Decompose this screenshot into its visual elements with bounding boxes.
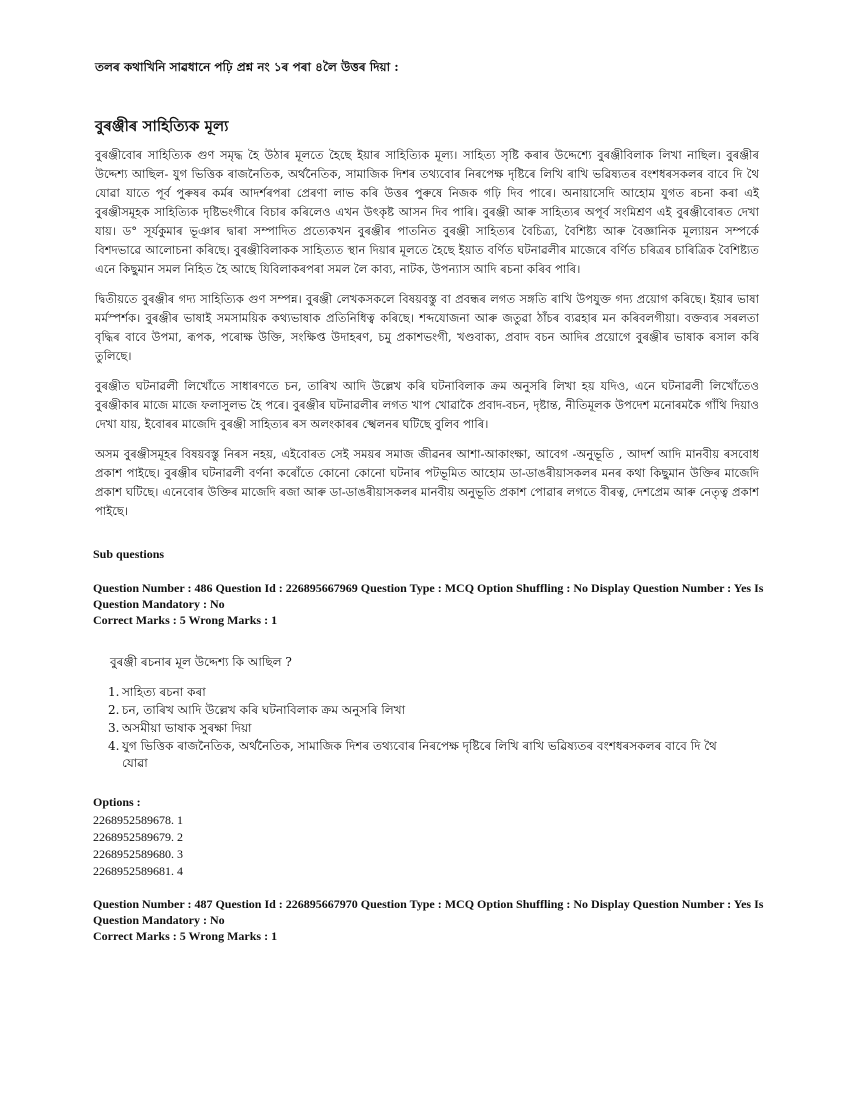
choice-item <box>108 738 728 772</box>
sub-questions-heading: Sub questions <box>93 547 165 561</box>
choice-item <box>108 702 728 719</box>
passage-paragraph-1: বুৰঞ্জীবোৰ সাহিত্যিক গুণ সমৃদ্ধ হৈ উঠাৰ মূলতে হৈছে ইয়াৰ সাহিত্যিক মূল্য। সাহিত্য সৃষ্টি কৰাৰ উদ্দেশ্যে বুৰঞ্জীবিলাক লিখা নাছিল। বুৰঞ্জীৰ উদ্দেশ্য আছিল- যুগ ভিত্তিক ৰাজনৈতিক, অৰ্থনৈতিক, সামাজিক দিশৰ তথ্যবোৰ নিৰপেক্ষ দৃষ্টিৰে লিখি ৰাখি ভৱিষ্যতৰ বংশধৰসকলৰ বাবে দি থৈ যোৱা যাতে পূৰ্ব পুৰুষৰ কৰ্মৰ আদৰ্শৰপৰা প্ৰেৰণা লাভ কৰি উত্তৰ পুৰুষে নিজক গঢ়ি দিব পাৰে। অনায়াসেদি আহোম যুগত ৰচনা কৰা এই বুৰঞ্জীসমূহক সাহিত্যিক দৃষ্টিভংগীৰে বিচাৰ কৰিলেও এখন উৎকৃষ্ট আসন দিব পাৰি। বুৰঞ্জী আৰু সাহিত্যৰ অপূৰ্ব সংমিশ্ৰণ এই বুৰঞ্জীবোৰত দেখা যায়। ড° সূৰ্যকুমাৰ ভূঞাৰ দ্বাৰা সম্পাদিত প্ৰত্যেকখন বুৰঞ্জীৰ পাতনিত বুৰঞ্জী সাহিত্যৰ বৈচিত্ৰ্য, বৈশিষ্ট্য আৰু বৈজ্ঞানিক মূল্যায়ন সম্পৰ্কে বিশদভাৱে আলোচনা কৰিছে। বুৰঞ্জীবিলাকক সাহিত্যত স্থান দিয়াৰ মূলতে হৈছে ইয়াত বৰ্ণিত ঘটনাৱলীৰ মাজেৰে বৰ্ণিত চৰিত্ৰৰ চাৰিত্ৰিক বৈশিষ্ট্যত এনে কিছুমান সমল নিহিত হৈ আছে যিবিলাকৰপৰা সমল লৈ কাব্য, নাটক, উপন্যাস আদি ৰচনা কৰিব পাৰি। <box>95 148 760 276</box>
passage-paragraph-4: অসম বুৰঞ্জীসমূহৰ বিষয়বস্তু নিৰস নহয়, এইবোৰত সেই সময়ৰ সমাজ জীৱনৰ আশা-আকাংক্ষা, আবেগ -অনুভূতি , আদৰ্শ আদি মানবীয় ৰসবোধ প্ৰকাশ পাইছে। বুৰঞ্জীৰ ঘটনাৱলী বৰ্ণনা কৰোঁতে কোনো কোনো ঘটনাৰ পটভূমিত আহোম ডা-ডাঙৰীয়াসকলৰ মনৰ কথা কিছুমান উক্তিৰ মাজেদি প্ৰকাশ ঘটিছে। এনেবোৰ উক্তিৰ মাজেদি ৰজা আৰু ডা-ডাঙৰীয়াসকলৰ মানবীয় অনুভূতি প্ৰকাশ পোৱাৰ লগতে বীৰত্ব, দেশপ্ৰেম আৰু নেতৃত্ব প্ৰকাশ পাইছে। <box>95 447 759 518</box>
choice-number: 3. <box>108 721 120 735</box>
choice-text: চন, তাৰিখ আদি উল্লেখ কৰি ঘটনাবিলাক ক্ৰম অনুসৰি লিখা <box>122 703 406 717</box>
question-486-text: বুৰঞ্জী ৰচনাৰ মূল উদ্দেশ্য কি আছিল ? <box>110 655 292 669</box>
question-486-marks: Correct Marks : 5 Wrong Marks : 1 <box>93 613 278 627</box>
option-id-list <box>93 812 183 880</box>
option-id: 2268952589678. 1 <box>93 813 183 827</box>
option-id: 2268952589679. 2 <box>93 830 183 844</box>
passage-paragraph-3: বুৰঞ্জীত ঘটনাৱলী লিখোঁতে সাধাৰণতে চন, তাৰিখ আদি উল্লেখ কৰি ঘটনাবিলাক ক্ৰম অনুসৰি লিখা হয় যদিও, এনে ঘটনাৱলী লিখোঁতেও বুৰঞ্জীকাৰ মাজে মাজে ফলাসুলভ হৈ পৰে। বুৰঞ্জীৰ ঘটনাৱলীৰ লগত খাপ খোৱাকৈ প্ৰবাদ-বচন, দৃষ্টান্ত, নীতিমূলক উপদেশ মনোৰমকৈ গাঁথি দিয়াও দেখা যায়, ইবোৰৰ মাজেদি বুৰঞ্জী সাহিত্যৰ ৰস অলংকাৰৰ স্খেলনৰ ঘটিছে বুলিব পাৰি। <box>95 379 759 431</box>
option-id: 2268952589681. 4 <box>93 864 183 878</box>
choice-text: অসমীয়া ভাষাক সুৰক্ষা দিয়া <box>122 721 252 735</box>
question-487-marks: Correct Marks : 5 Wrong Marks : 1 <box>93 929 278 943</box>
option-id: 2268952589680. 3 <box>93 847 183 861</box>
passage-paragraph-2: দ্বিতীয়তে বুৰঞ্জীৰ গদ্য সাহিত্যিক গুণ সম্পন্ন। বুৰঞ্জী লেখকসকলে বিষয়বস্তু বা প্ৰবন্ধৰ লগত সঙ্গতি ৰাখি উপযুক্ত গদ্য প্ৰয়োগ কৰিছে। ইয়াৰ ভাষা মৰ্মস্পৰ্শক। বুৰঞ্জীৰ ভাষাই সমসাময়িক কথ্যভাষাক প্ৰতিনিধিত্ব কৰিছে। শব্দযোজনা আৰু জতুৱা ঠাঁচৰ ব্যৱহাৰ মন কৰিবলগীয়া। বক্তব্যৰ সৰলতা বৃদ্ধিৰ বাবে উপমা, ৰূপক, পৰোক্ষ উক্তি, সংক্ষিপ্ত উদাহৰণ, চমু প্ৰকাশভংগী, খণ্ডবাক্য, প্ৰবাদ বচন আদিৰ প্ৰয়োগে বুৰঞ্জীৰ ভাষাক ৰসাল কৰি তুলিছে। <box>95 292 759 363</box>
options-heading: Options : <box>93 795 141 809</box>
choice-number: 4. <box>108 739 120 753</box>
passage-body <box>95 146 759 532</box>
choice-number: 1. <box>108 685 120 699</box>
instruction-text: তলৰ কথাখিনি সাৱধানে পঢ়ি প্ৰশ্ন নং ১ৰ পৰা ৪লৈ উত্তৰ দিয়া : <box>95 60 399 74</box>
choice-text: যুগ ভিত্তিক ৰাজনৈতিক, অৰ্থনৈতিক, সামাজিক দিশৰ তথ্যবোৰ নিৰপেক্ষ দৃষ্টিৰে লিখি ৰাখি ভৱিষ্যতৰ বংশধৰসকলৰ বাবে দি থৈ যোৱা <box>122 739 717 770</box>
question-487-meta-line2: Question Mandatory : No <box>93 913 225 927</box>
question-486-meta <box>93 580 773 628</box>
question-486-meta-line1: Question Number : 486 Question Id : 226895667969 Question Type : MCQ Option Shuffling : No Display Question Number : Yes Is <box>93 581 764 595</box>
question-486-choices <box>108 684 728 773</box>
question-486-meta-line2: Question Mandatory : No <box>93 597 225 611</box>
choice-item <box>108 684 728 701</box>
question-487-meta <box>93 896 773 944</box>
question-487-meta-line1: Question Number : 487 Question Id : 226895667970 Question Type : MCQ Option Shuffling : No Display Question Number : Yes Is <box>93 897 764 911</box>
choice-text: সাহিত্য ৰচনা কৰা <box>122 685 206 699</box>
choice-item <box>108 720 728 737</box>
choice-number: 2. <box>108 703 120 717</box>
passage-title: বুৰঞ্জীৰ সাহিত্যিক মূল্য <box>95 117 229 135</box>
